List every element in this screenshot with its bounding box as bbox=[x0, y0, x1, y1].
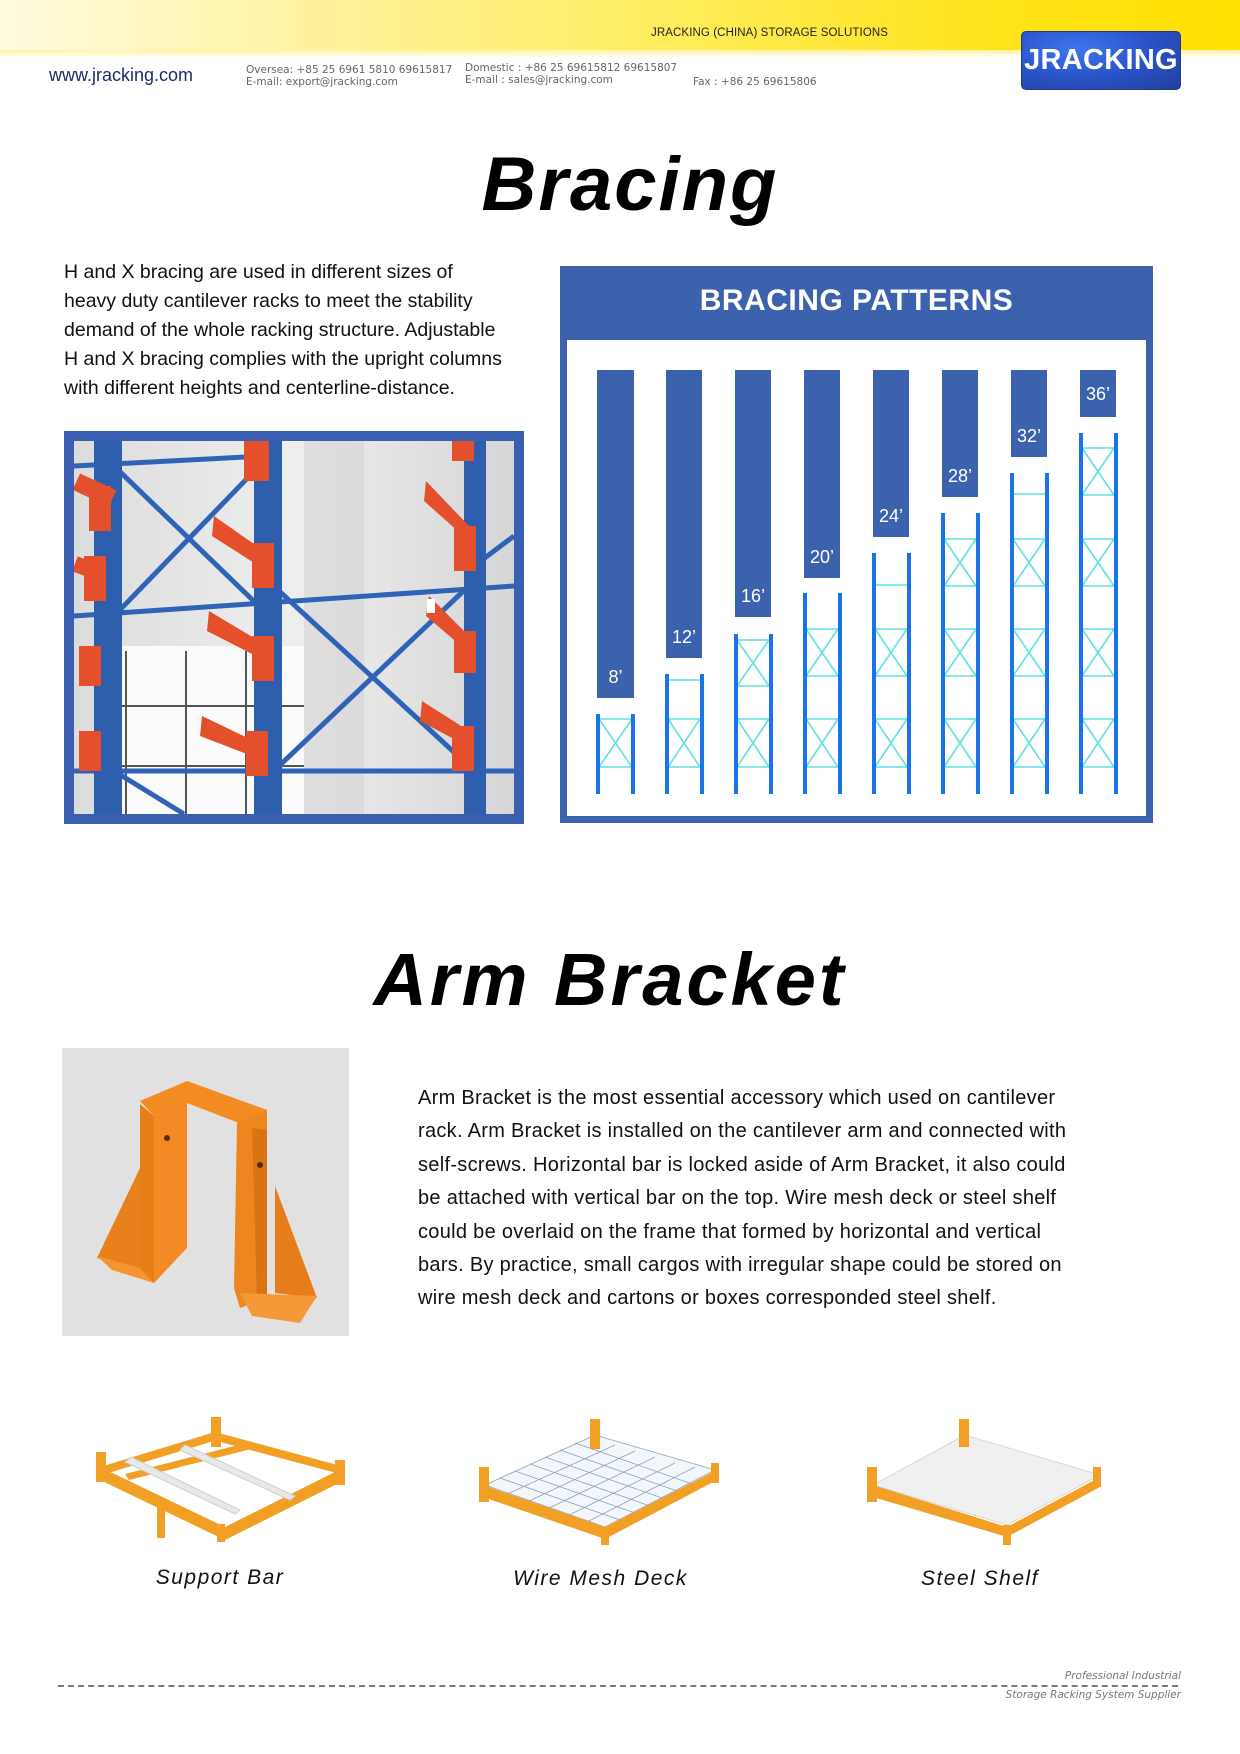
steel-shelf-image bbox=[855, 1415, 1105, 1545]
domestic-email[interactable]: E-mail : sales@jracking.com bbox=[465, 74, 613, 86]
bracing-description bbox=[64, 258, 544, 403]
frame-32ft bbox=[1013, 494, 1045, 767]
cantilever-rack-photo bbox=[64, 431, 524, 824]
oversea-email[interactable]: E-mail: export@jracking.com bbox=[246, 76, 398, 88]
arm-line: bars. By practice, small cargos with irregular shape could be stored on bbox=[418, 1254, 1062, 1277]
height-bar-36ft: 36’ bbox=[1080, 370, 1116, 417]
height-bar-20ft: 20’ bbox=[804, 370, 840, 578]
arm-line: rack. Arm Bracket is installed on the cantilever arm and connected with bbox=[418, 1120, 1067, 1143]
height-bar-12ft: 12’ bbox=[666, 370, 702, 658]
footer-divider bbox=[58, 1685, 1178, 1687]
bracing-title: Bracing bbox=[481, 142, 779, 227]
frame-28ft bbox=[944, 539, 976, 767]
rack-photo-illustration bbox=[74, 441, 514, 814]
support-bar-label: Support Bar bbox=[155, 1566, 285, 1589]
footer-tagline-2: Storage Racking System Supplier bbox=[1005, 1689, 1181, 1701]
frame-20ft bbox=[806, 629, 838, 767]
wire-mesh-deck-label: Wire Mesh Deck bbox=[513, 1567, 688, 1590]
height-bar-8ft: 8’ bbox=[597, 370, 634, 698]
diagram-title: BRACING PATTERNS bbox=[699, 284, 1014, 317]
frame-24ft bbox=[875, 585, 907, 767]
arm-bracket-description bbox=[418, 1082, 1158, 1316]
frame-16ft bbox=[737, 640, 769, 767]
domestic-contact bbox=[465, 62, 677, 86]
support-bar-illustration bbox=[95, 1412, 350, 1542]
arm-bracket-illustration bbox=[62, 1048, 349, 1336]
height-bar-28ft: 28’ bbox=[942, 370, 978, 497]
support-bar-image bbox=[95, 1412, 350, 1542]
arm-line: could be overlaid on the frame that formed by horizontal and vertical bbox=[418, 1220, 1042, 1243]
bracing-patterns-diagram bbox=[560, 266, 1153, 823]
wire-mesh-deck-illustration bbox=[475, 1415, 725, 1545]
bracing-frames bbox=[567, 340, 1146, 816]
height-bar-24ft: 24’ bbox=[873, 370, 909, 537]
wire-mesh-deck-image bbox=[475, 1415, 725, 1545]
bracing-line: demand of the whole racking structure. Adjustable bbox=[64, 319, 496, 341]
oversea-phone: Oversea: +85 25 6961 5810 69615817 bbox=[246, 64, 453, 76]
arm-line: Arm Bracket is the most essential accessory which used on cantilever bbox=[418, 1087, 1056, 1109]
arm-line: be attached with vertical bar on the top. Wire mesh deck or steel shelf bbox=[418, 1187, 1057, 1210]
website-link[interactable]: www.jracking.com bbox=[49, 65, 194, 85]
arm-line: self-screws. Horizontal bar is locked aside of Arm Bracket, it also could bbox=[418, 1153, 1066, 1176]
domestic-phone: Domestic : +86 25 69615812 69615807 bbox=[465, 62, 678, 74]
company-name: JRACKING (CHINA) STORAGE SOLUTIONS bbox=[651, 27, 889, 39]
frame-36ft bbox=[1082, 448, 1114, 767]
frame-12ft bbox=[668, 680, 700, 767]
steel-shelf-label: Steel Shelf bbox=[920, 1567, 1040, 1590]
footer-tagline-1: Professional Industrial bbox=[1064, 1670, 1181, 1682]
height-bar-32ft: 32’ bbox=[1011, 370, 1047, 457]
bracing-line: heavy duty cantilever racks to meet the stability bbox=[64, 290, 473, 312]
diagram-canvas bbox=[567, 340, 1146, 816]
bracing-line: H and X bracing are used in different sizes of bbox=[64, 261, 453, 283]
arm-line: wire mesh deck and cartons or boxes corresponded steel shelf. bbox=[418, 1287, 997, 1310]
arm-bracket-image bbox=[62, 1048, 349, 1336]
frame-8ft bbox=[599, 719, 632, 767]
steel-shelf-illustration bbox=[855, 1415, 1105, 1545]
height-bar-16ft: 16’ bbox=[735, 370, 771, 617]
jracking-logo: JRACKING bbox=[1021, 31, 1181, 90]
oversea-contact bbox=[246, 64, 452, 88]
bracing-line: H and X bracing complies with the upright columns bbox=[64, 348, 502, 370]
bracing-line: with different heights and centerline-distance. bbox=[64, 377, 455, 399]
arm-bracket-title: Arm Bracket bbox=[373, 938, 847, 1021]
fax-number: Fax : +86 25 69615806 bbox=[693, 76, 817, 88]
